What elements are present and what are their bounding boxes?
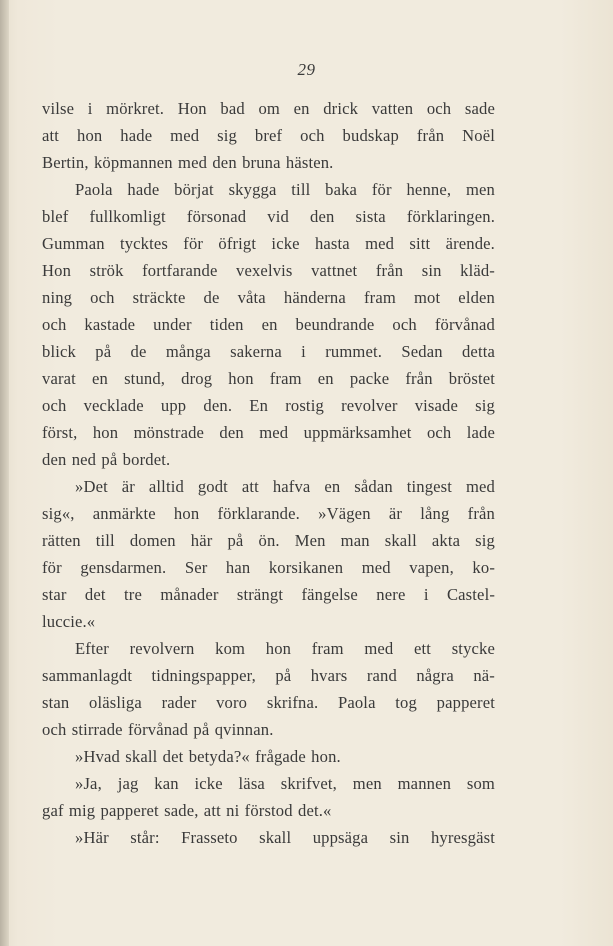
text-line: gaf mig papperet sade, att ni förstod det.« [42, 801, 332, 820]
text-line: ning och sträckte de våta händerna fram mot elden [42, 288, 495, 307]
text-line: varat en stund, drog hon fram en packe från bröstet [42, 369, 495, 388]
text-line: »Hvad skall det betyda?« frågade hon. [75, 747, 341, 766]
text-line: först, hon mönstrade den med uppmärksamhet och lade [42, 423, 495, 442]
page-spine-shadow [0, 0, 9, 946]
text-line: Paola hade börjat skygga till baka för henne, men [75, 180, 495, 199]
text-line: att hon hade med sig bref och budskap från Noël [42, 126, 495, 145]
text-line: Hon strök fortfarande vexelvis vattnet från sin kläd- [42, 261, 495, 280]
text-line: rätten till domen här på ön. Men man skall akta sig [42, 531, 495, 550]
text-line: och kastade under tiden en beundrande och förvånad [42, 315, 495, 334]
text-line: sig«, anmärkte hon förklarande. »Vägen är lång från [42, 504, 495, 523]
text-line: »Det är alltid godt att hafva en sådan tingest med [75, 477, 495, 496]
text-line: Efter revolvern kom hon fram med ett stycke [75, 639, 495, 658]
text-line: stan oläsliga rader voro skrifna. Paola tog papperet [42, 693, 495, 712]
text-line: och stirrade förvånad på qvinnan. [42, 720, 274, 739]
text-line: den ned på bordet. [42, 450, 171, 469]
text-line: sammanlagdt tidningspapper, på hvars rand några nä- [42, 666, 495, 685]
text-line: Gumman tycktes för öfrigt icke hasta med sitt ärende. [42, 234, 495, 253]
text-line: star det tre månader strängt fängelse nere i Castel- [42, 585, 495, 604]
body-text [42, 95, 495, 851]
text-line: vilse i mörkret. Hon bad om en drick vatten och sade [42, 99, 495, 118]
text-line: för gensdarmen. Ser han korsikanen med vapen, ko- [42, 558, 495, 577]
text-line: blef fullkomligt försonad vid den sista förklaringen. [42, 207, 495, 226]
text-line: »Ja, jag kan icke läsa skrifvet, men mannen som [75, 774, 495, 793]
text-line: »Här står: Frasseto skall uppsäga sin hyresgäst [75, 828, 495, 847]
text-line: luccie.« [42, 612, 96, 631]
text-line: och vecklade upp den. En rostig revolver visade sig [42, 396, 495, 415]
page-number: 29 [297, 60, 316, 79]
text-line: blick på de många sakerna i rummet. Sedan detta [42, 342, 495, 361]
text-line: Bertin, köpmannen med den bruna hästen. [42, 153, 334, 172]
